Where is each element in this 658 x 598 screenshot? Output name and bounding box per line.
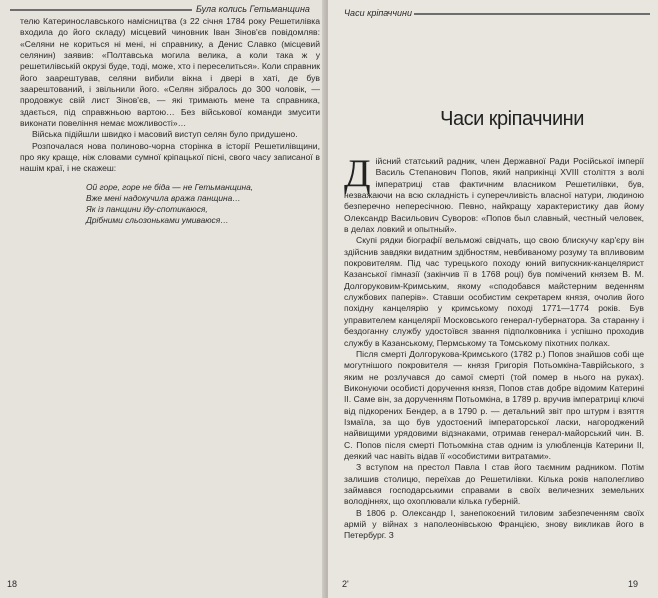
running-head: Була колись Гетьманщина <box>196 4 310 14</box>
poem-line: Як iз панщини іду-спотикаюся, <box>86 204 208 215</box>
poem-line: Ой горе, горе не біда — не Гетьманщина, <box>86 181 254 192</box>
poem-line: Вже мені надокучила вража панщина… <box>86 193 241 204</box>
drop-cap: Д <box>344 152 371 195</box>
left-page <box>0 0 326 598</box>
paragraph: Скупі рядки біографії вельможі свідчать, що свою блискучу кар'єру він здійснив завдяки видатним здібностям, невбиваному розуму та впливовим покровителям. Під час турецького походу юний випускник-канцелярист Казанської гімназії (закінчив її в 1768 році) був помічений князем В. М. Долгоруковим-Кримським, якому «сподобався майстерним веденням службових паперів». Ставши особистим секретарем князя, очолив його похідну канцелярію у кримському поході 1771—1774 років. Був управителем канцелярії Московського генерал-губернатора. За старанну і бездоганну службу удостоївся звання підполковника і успішно проходив службу в Казанському, Пермському та Томському піхотних полках. <box>344 235 644 348</box>
stray-mark: 2' <box>342 579 349 589</box>
body-text <box>344 152 644 542</box>
page-number: 19 <box>628 579 639 589</box>
paragraph-text: ійсний статський радник, член Державної Ради Російської імперії Василь Степанович Попов, який наприкінці XVIII століття з волі імператриці став фактичним власником Решетилівки, був, незважаючи на всю складність і суперечливість власної натури, людиною безперечно непересічною. Певно, найкращу характеристику дав йому Олександр Васильович Суворов: «Попов был славный, честный человек, в делах ловкий и опытный». <box>344 156 644 235</box>
paragraph <box>344 152 644 235</box>
paragraph: Розпочалася нова полиново-чорна сторінка в історії Решетилівщини, про яку краще, ніж словами сумної кріпацької пісні, свого часу записаної в нашім краї, і не скажеш: <box>20 140 320 174</box>
paragraph: В 1806 р. Олександр I, занепокоєний тиловим забезпеченням своїх армій у війнах з наполеонівською Францією, знову викликав його в Петербург. З <box>344 507 644 541</box>
page-number: 18 <box>7 579 18 589</box>
header-rule <box>10 9 192 11</box>
paragraph: Війська підійшли швидко і масовий виступ селян було придушено. <box>32 129 298 140</box>
body-text <box>20 16 320 227</box>
header-rule <box>414 13 650 15</box>
right-page <box>328 0 658 598</box>
paragraph: телю Катеринославського намісництва (з 22 січня 1784 року Решетилівка входила до його складу) місцевий чиновник Іван Зінов'єв повідомляв: «Селяни не кориться ні мені, ні справнику, а Денис Славко (місцевий селянин) заявив: «Полтавська могила велика, а коли така ж у решетилівській окрузі буде, тоді, може, хто і переселиться». Коли справник його заарештував, селяни вибили вікна і двері в хаті, де був заарештований, і звільнили його. «Селян зібралось до 300 чоловік, — продовжує свій лист Зінов'єв, — які тримають мене та справника, здається, під справжньою вартою… Без військової команди змусити виконати повеління немає можливості»… <box>20 16 320 129</box>
paragraph: З вступом на престол Павла I став його таємним радником. Потім залишив столицю, переїхав до Решетилівки. Кілька років наполегливо займався господарськими справами в своїх величезних земельних володіннях, що охоплювали кілька губерній. <box>344 462 644 507</box>
poem-line: Дрібними сльозоньками умиваюся… <box>86 215 229 226</box>
paragraph: Після смерті Долгорукова-Кримського (1782 р.) Попов знайшов собі ще могутнішого покровителя — князя Григорія Потьомкіна-Таврійського, з яким не розлучався до самої смерті (той помер в нього на руках). Виконуючи особисті доручення князя, Попов став добре відомим Катерині II. Саме він, за дорученням Потьомкіна, в 1789 р. вручив імператриці ключі від підкорених Бендер, а в 1790 р. — детальний звіт про штурм і взяття Ізмаїла, за що був удостоєний імператорської ласки, нагороджений найвищими урядовими відзнаками, отримав генерал-майорський чин. В. С. Попов після смерті Потьомкіна став одним із улюбленців Катерини II, деякий час навіть відав її «особистими витратами». <box>344 348 644 461</box>
chapter-title: Часи кріпаччини <box>440 108 584 130</box>
poem <box>86 182 320 227</box>
running-head: Часи кріпаччини <box>344 8 412 18</box>
